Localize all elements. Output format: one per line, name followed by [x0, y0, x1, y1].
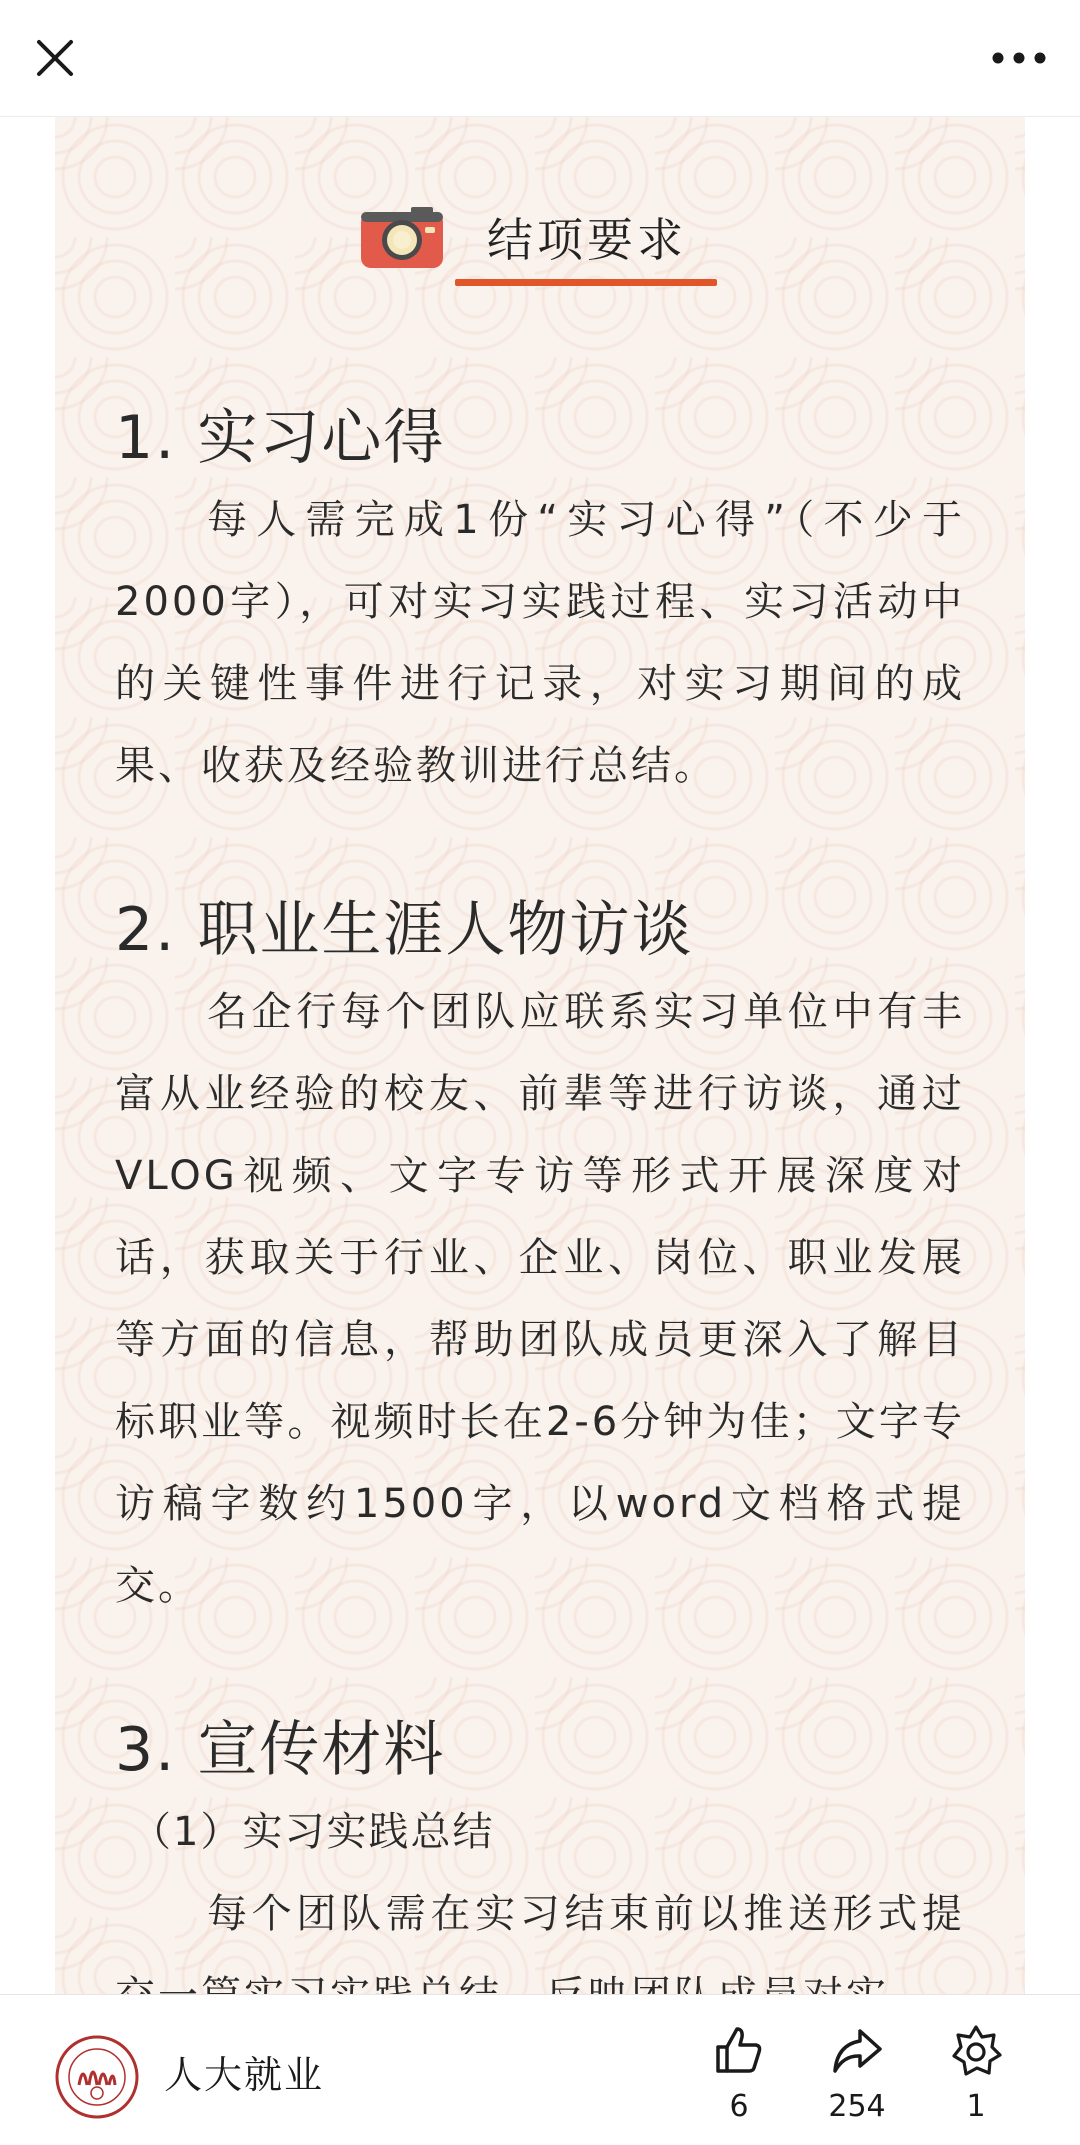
- close-icon: [33, 36, 77, 80]
- account-name[interactable]: 人大就业: [164, 2053, 325, 2097]
- more-dots-icon: [991, 51, 1047, 65]
- section-1-title: 1. 实习心得: [115, 403, 446, 473]
- wow-star-icon: [949, 2023, 1003, 2077]
- section-3-title: 3. 宣传材料: [115, 1715, 446, 1785]
- university-seal-logo[interactable]: [55, 2035, 139, 2119]
- article-content: [115, 397, 965, 2037]
- bottom-bar: [0, 1994, 1080, 2145]
- title-underline: [455, 279, 717, 286]
- top-bar: [0, 0, 1080, 117]
- share-count: 254: [828, 2089, 886, 2124]
- wow-count: 1: [966, 2089, 986, 2124]
- close-button[interactable]: [19, 22, 91, 94]
- thumbs-up-icon: [712, 2023, 766, 2077]
- more-options-button[interactable]: [983, 22, 1055, 94]
- section-3-paragraph: 每个团队需在实习结束前以推送形式提: [207, 1891, 965, 1937]
- section-3-subtitle: （1）实习实践总结: [131, 1809, 495, 1855]
- section-1-paragraph: 每人需完成1份“实习心得”（不少于2000字），可对实习实践过程、实习活动中的关键性事件进行记录，对实习期间的成果、收获及经验教训进行总结。: [115, 497, 965, 789]
- section-heading: [55, 207, 1025, 297]
- share-arrow-icon: [830, 2023, 884, 2077]
- section-2-paragraph: 名企行每个团队应联系实习单位中有丰富从业经验的校友、前辈等进行访谈，通过VLOG视频、文字专访等形式开展深度对话，获取关于行业、企业、岗位、职业发展等方面的信息，帮助团队成员更深入了解目标职业等。视频时长在2-6分钟为佳；文字专访稿字数约1500字，以word文档格式提交。: [115, 989, 965, 1609]
- camera-icon: [361, 207, 443, 269]
- like-button[interactable]: [684, 2023, 794, 2133]
- section-2-title: 2. 职业生涯人物访谈: [115, 895, 694, 965]
- like-count: 6: [729, 2089, 749, 2124]
- article-body: [55, 117, 1025, 1994]
- share-button[interactable]: [802, 2023, 912, 2133]
- section-title: 结项要求: [487, 213, 687, 267]
- wow-button[interactable]: [921, 2023, 1031, 2133]
